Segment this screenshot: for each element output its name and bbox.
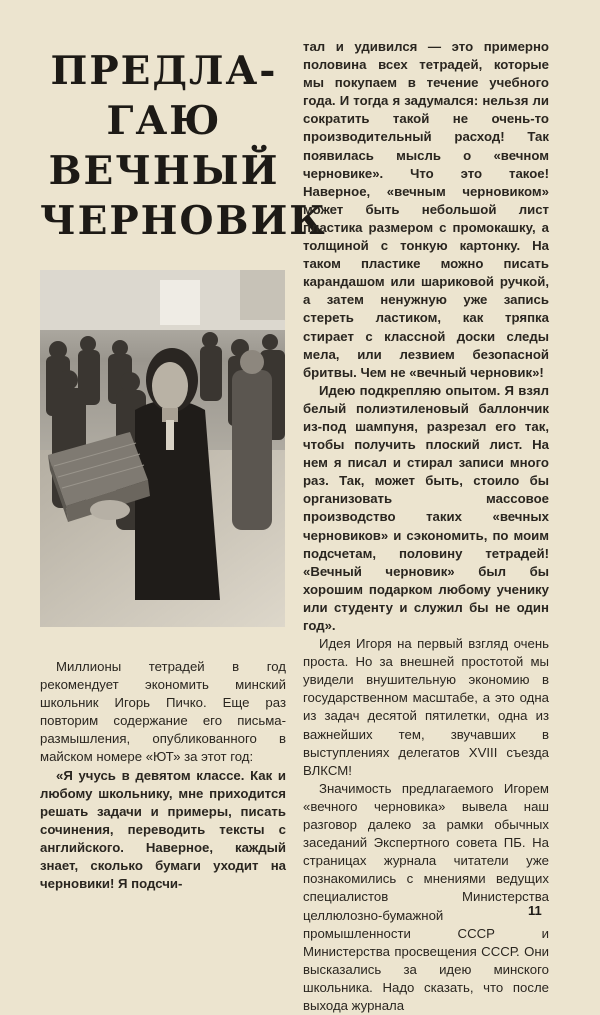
headline	[40, 46, 327, 246]
headline-line-4: ЧЕРНОВИК	[40, 198, 327, 244]
letter-paragraph-start: «Я учусь в девятом классе. Как и любому школьнику, мне приходится решать задачи и примеры, писать сочинения, переводить тексты с английского. Наверное, каждый знает, сколько бумаги уходит на черновики! Я подсчи-	[40, 767, 286, 892]
letter-paragraph-continue: тал и удивился — это примерно половина всех тетрадей, которые мы покупаем в течение учебного года. И тогда я задумался: нельзя ли сократить такой не очень-то производительный расход! Так появилась мысль о «вечном черновике». Что это такое! Наверное, «вечным черновиком» может быть небольшой лист пластика размером с промокашку, а толщиной с тонкую картонку. На таком пластике можно писать карандашом или шариковой ручкой, а затем ненужную уже запись стереть ластиком, как тряпка стирает с классной доски следы мела, или лезвием безопасной бритвы. Чем не «вечный черновик»!	[303, 39, 549, 380]
left-column	[40, 658, 286, 893]
intro-paragraph: Миллионы тетрадей в год рекомендует экономить минский школьник Игорь Пичко. Еще раз повторим содержание его письма-размышления, опубликованного в майском номере «ЮТ» за этот год:	[40, 659, 286, 765]
headline-line-3: ВЕЧНЫЙ	[48, 148, 280, 194]
idea-paragraph: Идея Игоря на первый взгляд очень проста. Но за внешней простотой мы увидели внушительную экономию в государственном масштабе, а это одна из задач десятой пятилетки, одна из важнейших тем, звучавших в выступлениях делегатов XVIII съезда ВЛКСМ!	[303, 636, 549, 778]
right-column	[303, 38, 549, 1015]
headline-line-1: ПРЕДЛА-	[50, 48, 278, 94]
headline-line-2: ГАЮ	[106, 98, 222, 144]
letter-paragraph-experiment: Идею подкрепляю опытом. Я взял белый полиэтиленовый баллончик из-под шампуня, разрезал его так, чтобы получить плоский лист. На нем я писал и стирал записи много раз. Так, может быть, стоило бы организовать массовое производство таких «вечных черновиков» и сэкономить, по моим подсчетам, половину тетрадей! «Вечный черновик» был бы хорошим подарком любому ученику или студенту и служил бы не один год».	[303, 382, 549, 633]
page-number: 11	[528, 903, 542, 918]
photo-student-with-stack	[40, 270, 285, 627]
photo-icon	[40, 270, 285, 627]
significance-paragraph: Значимость предлагаемого Игорем «вечного черновика» вывела наш разговор далеко за рамки обычных заседаний Экспертного совета ПБ. На страницах журнала читатели уже познакомились с мнениями ведущих специалистов Министерства целлюлозно-бумажной промышленности СССР и Министерства просвещения СССР. Они высказались за идею минского школьника. Надо сказать, что после выхода журнала	[303, 780, 549, 1013]
